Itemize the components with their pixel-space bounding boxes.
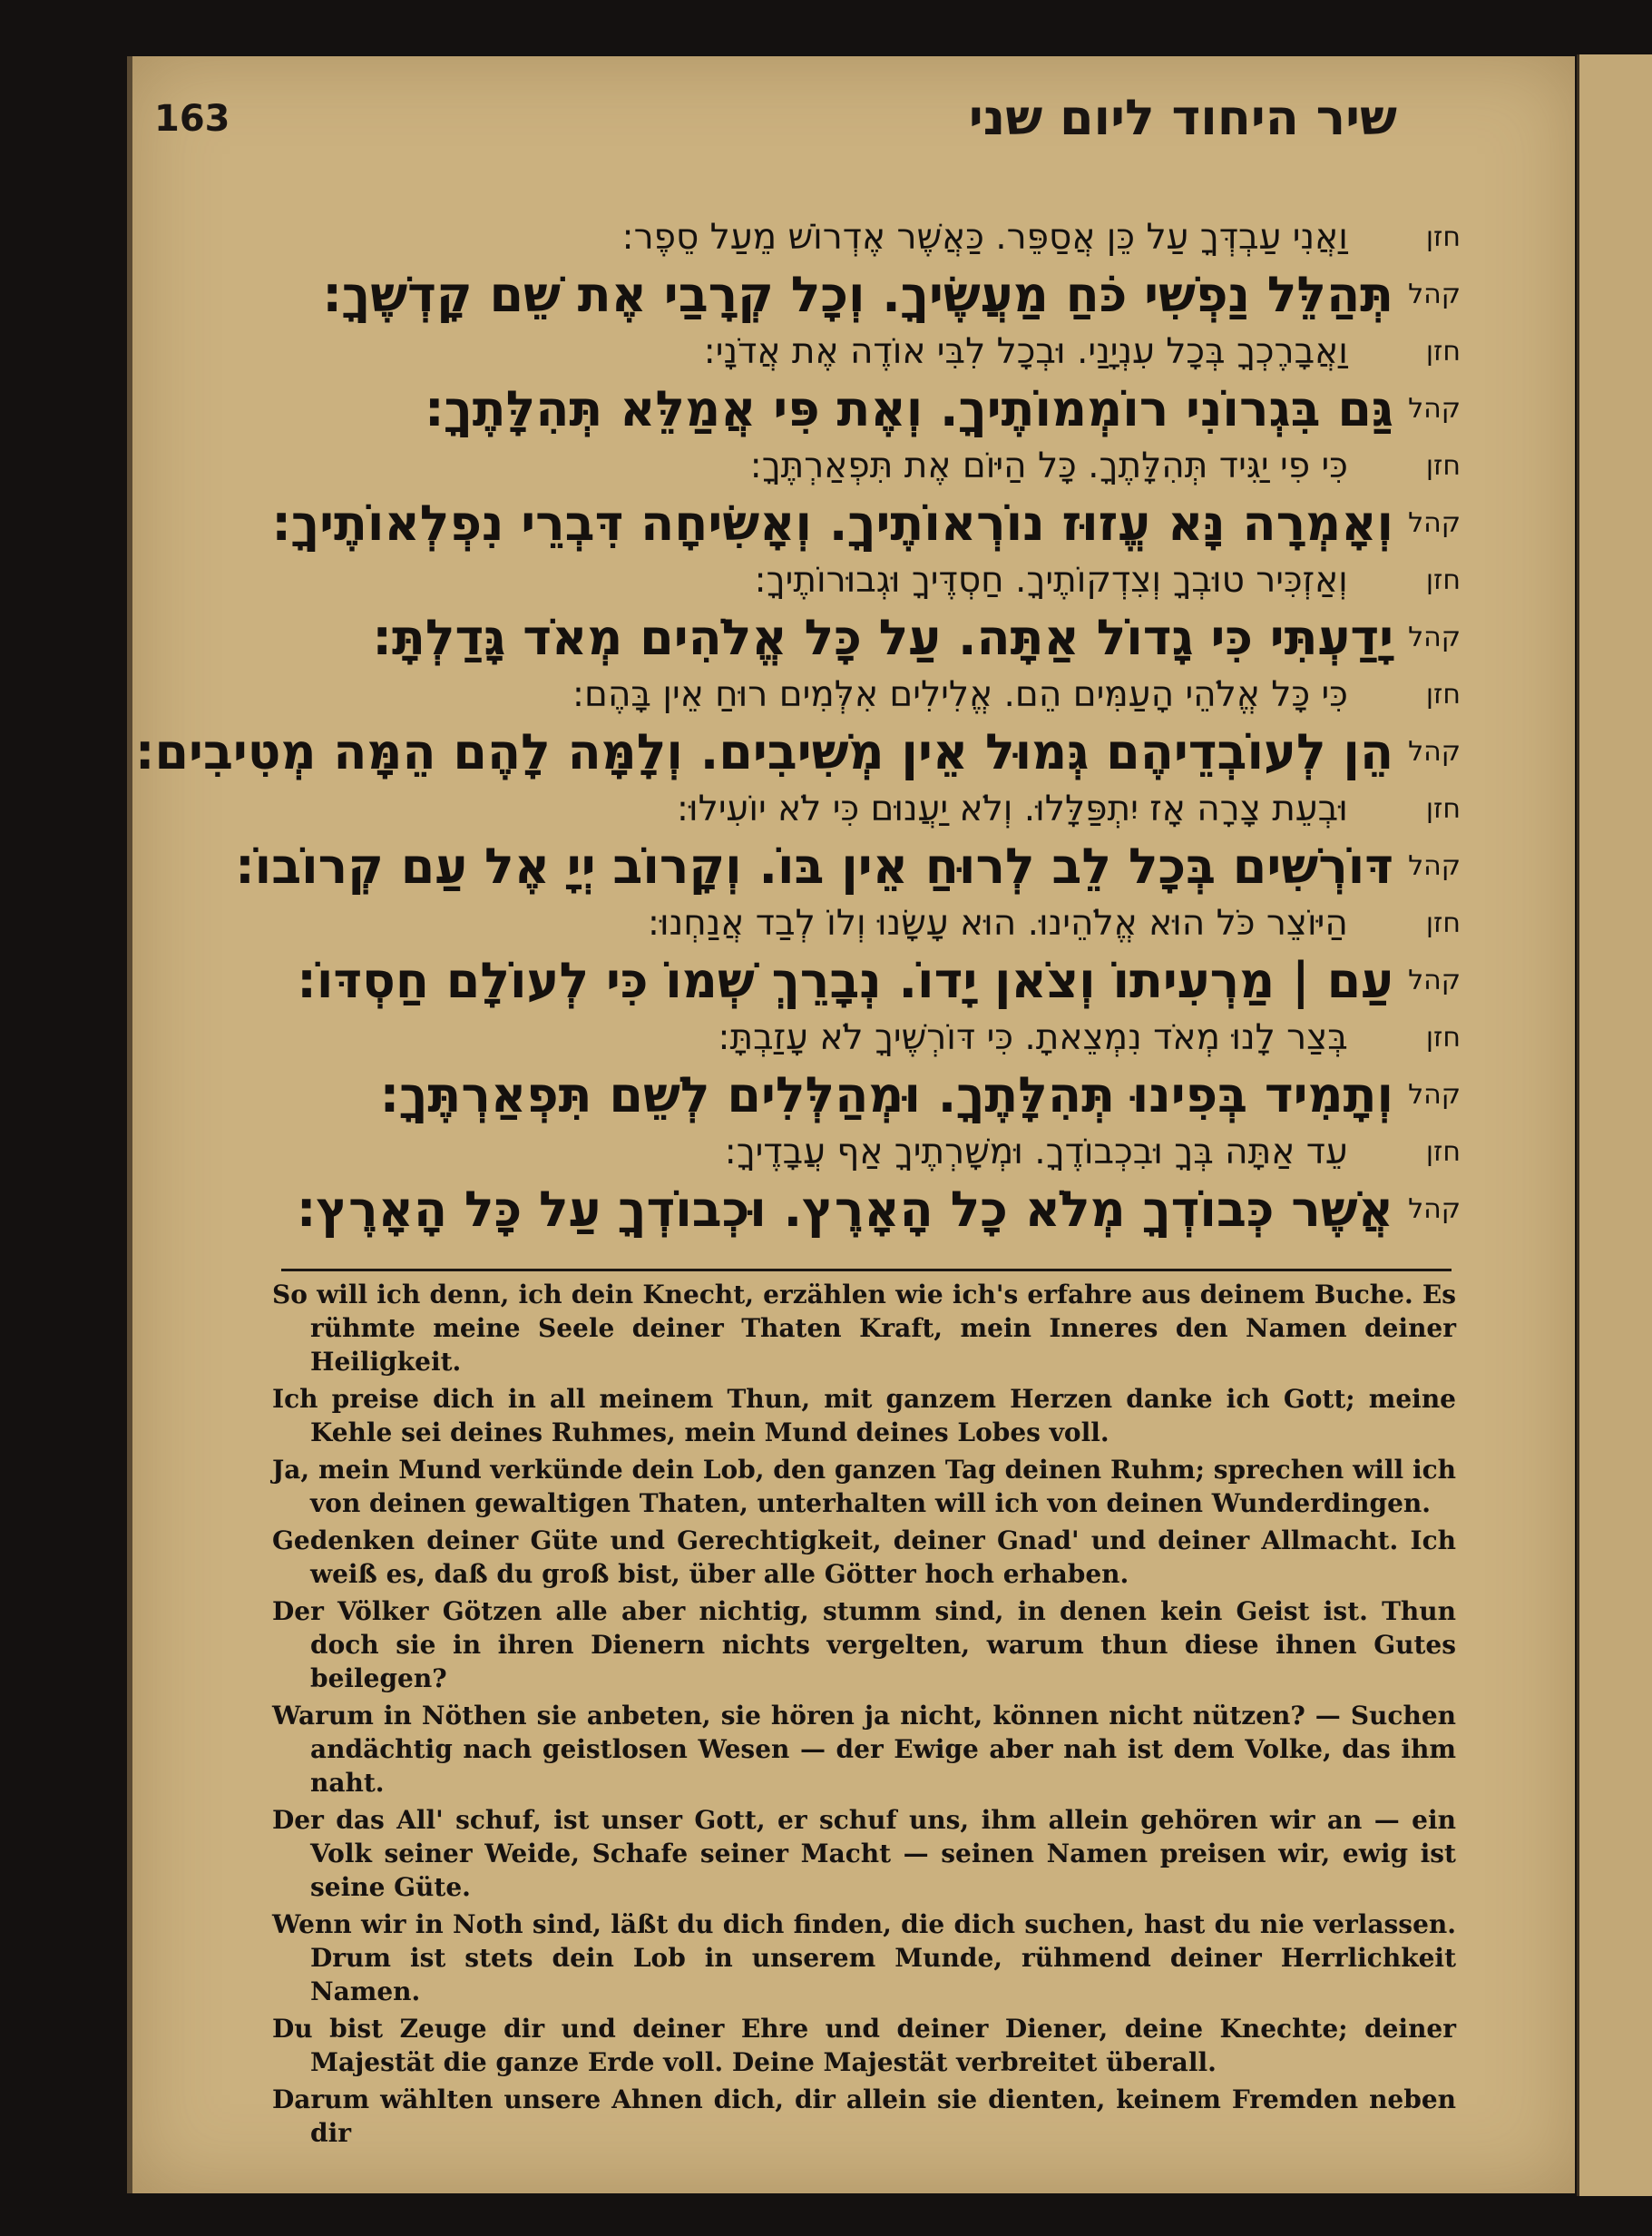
- verse-text: גַּם בִּגְרוֹנִי רוֹמְמוֹתֶיךָ. וְאֶת פִּי אֲמַלֵּא תְּהִלָּתֶךָ:: [424, 379, 1394, 437]
- speaker-label: קהל: [1408, 735, 1461, 768]
- translation-paragraph: So will ich denn, ich dein Knecht, erzählen wie ich's erfahre aus deinem Buche. Es rühmte meine Seele deiner Thaten Kraft, mein Inneres den Namen deiner Heiligkeit.: [272, 1280, 1456, 1377]
- speaker-label: קהל: [1408, 392, 1461, 425]
- verse-text: תְּהַלֵּל נַפְשִׁי כֹּחַ מַעֲשֶׂיךָ. וְכָל קְרָבַי אֶת שֵׁם קָדְשֶׁךָ:: [322, 265, 1394, 323]
- speaker-label: חזן: [1425, 792, 1461, 825]
- verse-text: וְתָמִיד בְּפִינוּ תְּהִלָּתֶךָ. וּמְהַלְּלִים לְשֵׁם תִּפְאַרְתֶּךָ:: [379, 1065, 1394, 1123]
- translation-paragraph: Der Völker Götzen alle aber nichtig, stumm sind, in denen kein Geist ist. Thun doch sie in ihren Dienern nichts vergelten, warum thun diese ihnen Gutes beilegen?: [272, 1596, 1456, 1693]
- verse-text: הֵן לְעוֹבְדֵיהֶם גְּמוּל אֵין מְשִׁיבִים. וְלָמָּה לָהֶם הֵמָּה מְטִיבִים:: [134, 722, 1394, 780]
- verse-text: עֵד אַתָּה בְּךָ וּבִכְבוֹדֶךָ. וּמְשָׁרְתֶיךָ אַף עֲבָדֶיךָ:: [724, 1131, 1348, 1172]
- translation-paragraph: Der das All' schuf, ist unser Gott, er schuf uns, ihm allein gehören wir an — ein Volk seiner Weide, Schafe seiner Macht — seinen Namen preisen wir, ewig ist seine Güte.: [272, 1805, 1456, 1902]
- kahal-line: [235, 837, 1461, 895]
- kahal-line: [290, 379, 1461, 437]
- translation-paragraph: Ich preise dich in all meinem Thun, mit ganzem Herzen danke ich Gott; meine Kehle sei deines Ruhmes, mein Mund deines Lobes voll.: [272, 1384, 1456, 1447]
- speaker-label: חזן: [1425, 1135, 1461, 1168]
- kahal-line: [290, 1065, 1461, 1123]
- speaker-label: חזן: [1425, 221, 1461, 253]
- chazan-line: [290, 1009, 1461, 1065]
- speaker-label: חזן: [1425, 449, 1461, 482]
- speaker-label: חזן: [1425, 335, 1461, 368]
- verse-text: עַם | מַרְעִיתוֹ וְצֹאן יָדוֹ. נְבָרֵךְ שְׁמוֹ כִּי לְעוֹלָם חַסְדּוֹ:: [297, 951, 1394, 1009]
- translation-paragraph: Wenn wir in Noth sind, läßt du dich finden, die dich suchen, hast du nie verlassen. Drum ist stets dein Lob in unserem Munde, rühmend deiner Herrlichkeit Namen.: [272, 1909, 1456, 2006]
- verse-text: בְּצַר לָנוּ מְאֹד נִמְצֵאתָ. כִּי דּוֹרְשֶׁיךָ לֹא עָזַבְתָּ:: [718, 1016, 1348, 1058]
- section-divider: [281, 1269, 1452, 1271]
- verse-text: וְאָמְרָה נָּא עֱזוּז נוֹרְאוֹתֶיךָ. וְאָשִׂיחָה דִּבְרֵי נִפְלְאוֹתֶיךָ:: [271, 494, 1394, 552]
- verse-text: יָדַעְתִּי כִּי גָדוֹל אַתָּה. עַל כָּל אֱלֹהִים מְאֹד גָּדַלְתָּ:: [372, 608, 1394, 666]
- german-translation: [272, 1278, 1456, 2153]
- translation-paragraph: Ja, mein Mund verkünde dein Lob, den ganzen Tag deinen Ruhm; sprechen will ich von deinen gewaltigen Thaten, unterhalten will ich von deinen Wunderdingen.: [272, 1455, 1456, 1518]
- kahal-line: [290, 951, 1461, 1009]
- speaker-label: קהל: [1408, 1192, 1461, 1225]
- speaker-label: קהל: [1408, 1078, 1461, 1111]
- chazan-line: [290, 666, 1461, 722]
- verse-text: וַאֲבָרֶכְךָ בְּכָל עִנְיָנַי. וּבְכָל לִבִּי אוֹדֶה אֶת אֲדֹנָי:: [703, 330, 1348, 372]
- speaker-label: קהל: [1408, 849, 1461, 882]
- verse-text: וּבְעֵת צָרָה אָז יִתְפַּלָּלוּ. וְלֹא יַעֲנוּם כִּי לֹא יוֹעִילוּ:: [676, 788, 1348, 829]
- page-number: 163: [154, 98, 230, 140]
- speaker-label: חזן: [1425, 564, 1461, 596]
- chazan-line: [290, 895, 1461, 951]
- kahal-line: [290, 608, 1461, 666]
- verse-text: כִּי כָּל אֱלֹהֵי הָעַמִּים הֵם. אֱלִילִים אִלְּמִים רוּחַ אֵין בָּהֶם:: [572, 673, 1348, 715]
- verse-text: אֲשֶׁר כְּבוֹדְךָ מְלֹא כָל הָאָרֶץ. וּכְבוֹדְךָ עַל כָּל הָאָרֶץ:: [296, 1180, 1394, 1238]
- verse-text: כִּי פִי יַגִּיד תְּהִלָּתֶךָ. כָּל הַיּוֹם אֶת תִּפְאַרְתֶּךָ:: [749, 445, 1348, 486]
- facing-page-edge: [1577, 54, 1652, 2196]
- speaker-label: קהל: [1408, 964, 1461, 996]
- speaker-label: קהל: [1408, 506, 1461, 539]
- speaker-label: חזן: [1425, 907, 1461, 939]
- chazan-line: [290, 780, 1461, 837]
- kahal-line: [271, 494, 1461, 552]
- verse-text: וַאֲנִי עַבְדְּךָ עַל כֵּן אֲסַפֵּר. כַּאֲשֶׁר אֶדְרוֹשׁ מֵעַל סֵפֶר:: [621, 216, 1348, 258]
- chazan-line: [290, 1123, 1461, 1180]
- verse-text: דּוֹרְשִׁים בְּכָל לֵב לְרוּחַ אֵין בּוֹ. וְקָרוֹב יְיָ אֶל עַם קְרוֹבוֹ:: [235, 837, 1394, 895]
- verse-text: הַיּוֹצֵר כֹּל הוּא אֱלֹהֵינוּ. הוּא עָשָׂנוּ וְלוֹ לְבַד אֲנַחְנוּ:: [647, 902, 1348, 944]
- hebrew-liturgy: [134, 209, 1461, 1238]
- chazan-line: [290, 323, 1461, 379]
- verse-text: וְאַזְכִּיר טוּבְךָ וְצִדְקוֹתֶיךָ. חַסְדֶּיךָ וּגְבוּרוֹתֶיךָ:: [754, 559, 1348, 601]
- translation-paragraph: Darum wählten unsere Ahnen dich, dir allein sie dienten, keinem Fremden neben dir: [272, 2084, 1456, 2148]
- kahal-line: [290, 1180, 1461, 1238]
- chazan-line: [290, 552, 1461, 608]
- page-header: [154, 89, 1397, 180]
- translation-paragraph: Gedenken deiner Güte und Gerechtigkeit, deiner Gnad' und deiner Allmacht. Ich weiß es, daß du groß bist, über alle Götter hoch erhaben.: [272, 1525, 1456, 1589]
- chazan-line: [290, 209, 1461, 265]
- translation-paragraph: Warum in Nöthen sie anbeten, sie hören ja nicht, können nicht nützen? — Suchen andächtig nach geistlosen Wesen — der Ewige aber nah ist dem Volke, das ihm naht.: [272, 1701, 1456, 1798]
- speaker-label: קהל: [1408, 621, 1461, 653]
- speaker-label: חזן: [1425, 1021, 1461, 1054]
- speaker-label: חזן: [1425, 678, 1461, 711]
- running-title: שיר היחוד ליום שני: [968, 89, 1397, 146]
- kahal-line: [134, 722, 1461, 780]
- chazan-line: [290, 437, 1461, 494]
- kahal-line: [290, 265, 1461, 323]
- translation-paragraph: Du bist Zeuge dir und deiner Ehre und deiner Diener, deine Knechte; deiner Majestät die ganze Erde voll. Deine Majestät verbreitet überall.: [272, 2014, 1456, 2077]
- speaker-label: קהל: [1408, 278, 1461, 310]
